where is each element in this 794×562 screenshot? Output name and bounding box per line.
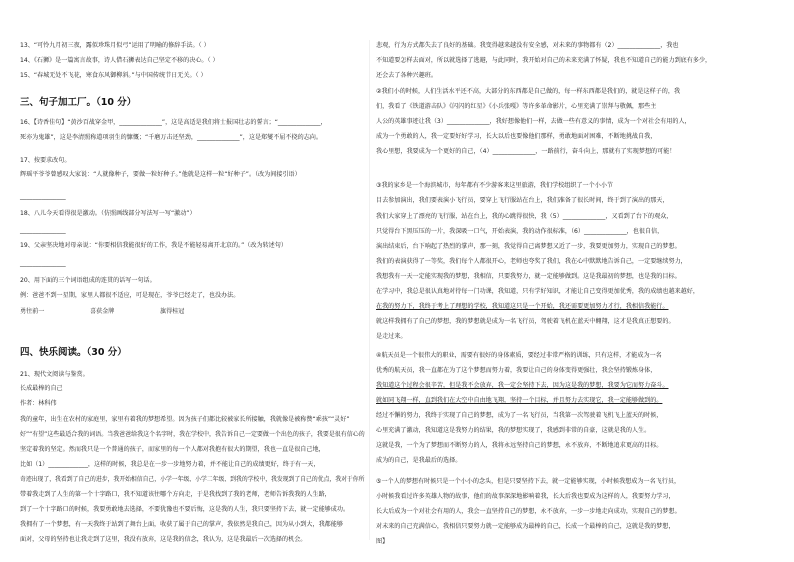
article-line: 悲观，行为方式都失去了良好的基础。我变得越来越没有安全感，对未来的事物都有（2）______________，我也 xyxy=(376,42,679,49)
question-20-example: 例：爸爸不到一星期，家里人都很不适应，可是现在，爷爷已经走了，也没办法。 xyxy=(20,292,240,299)
article-title: 长成最棒的自己 xyxy=(20,385,63,392)
article-line: 人公的英雄事迹让我（3）______________，我好想像他们一样，去做一些有意义的事情，成为一个对社会有用的人， xyxy=(376,118,691,125)
article-line: 面对，父母的坚持也让我走到了这里，我没有放弃，这是我的信念，我认为，这是我最后一次选择的机会。 xyxy=(20,536,307,543)
question-13: 13、“可怜九月初三夜，露似珍珠月似弓”运用了明喻的修辞手法。（ ） xyxy=(20,42,210,49)
section-4-heading: 四、快乐阅读。（30 分） xyxy=(20,347,127,358)
section-3-heading: 三、句子加工厂。（10 分） xyxy=(20,97,137,108)
article-line: 到了一个十字路口的时候，我要勇敢地去选择，不要犹豫也不要后悔，这是我的人生，我只要坚持下去，就一定能够成功。 xyxy=(20,506,350,513)
question-21: 21、现代文阅读与鉴赏。 xyxy=(20,371,89,378)
article-line: 奇迹出现了，我看到了自己的进步，我开始相信自己，小学一年级、小学二年级、到我的学校中，我发现到了自己的优点，我对于你所 xyxy=(20,476,365,483)
article-line: 长大后成为一个对社会有用的人，我会一直坚持自己的梦想，永不放弃，一步一步地走向成功，实现自己的梦想。 xyxy=(376,508,681,515)
article-line: 是走过来。 xyxy=(376,333,407,340)
article-line: 我想我有一天一定能实现我的梦想，我相信，只要我努力，就一定能够做到。这是我最初的梦想，也是我的目标。 xyxy=(376,273,681,280)
article-line: 比如（1）_____________，这样的时候，我总是在一步一步地努力着，并不能让自己的成绩更好，终于有一天， xyxy=(20,461,320,468)
article-line: 我拥有了一个梦想，有一天我终于站到了舞台上面，收获了属于自己的掌声，我依然是我自己，因为从小到大，我都能够 xyxy=(20,521,343,528)
column-divider xyxy=(369,40,370,540)
article-line: 小时候我看过许多英雄人物的故事，他们的故事深深地影响着我，长大后我也要成为这样的人，我要努力学习， xyxy=(376,493,675,500)
answer-blank-2[interactable]: _______________ xyxy=(20,227,66,234)
article-line: 好”“有望”这些最适合我的词语。当我爸爸给我这个名字时，我在学校中，我告诉自己一定要做一个出色的孩子，我要是很有信心的 xyxy=(20,431,365,438)
article-line: 演出结束后，台下响起了热烈的掌声，那一刻，我觉得自己离梦想又近了一步，我要更加努力，实现自己的梦想。 xyxy=(376,243,681,250)
article-line: 我的童年，出生在农村的家庭里，家里有着我的梦想希望。因为孩子们都比较被家长所接触，我就像是被称赞“乖孩”“灵好” xyxy=(20,416,350,423)
article-line: 成为一个勇敢的人，我一定要好好学习，长大以后也要像他们那样，勇敢地面对困难，不断地挑战自我， xyxy=(376,133,657,140)
article-line: 我们大家穿上了漂亮的飞行服，站在台上，我的心跳得很快，我（5）______________，又看到了台下的观众， xyxy=(376,213,673,220)
article-line: 们，我看了《铁道游击队》《闪闪的红星》《小兵张嘎》等许多革命影片，心里充满了崇拜与敬佩，那些主 xyxy=(376,103,657,110)
question-17: 17、按要求改句。 xyxy=(20,157,71,164)
article-line: 成为的自己，是我最后的选择。 xyxy=(376,457,462,464)
article-line: 我心里想，我要成为一个更好的自己，（4）______________，一路前行，奋斗向上，那就有了实现梦想的可能！ xyxy=(376,148,676,155)
article-line: 图】 xyxy=(376,538,389,545)
answer-blank-3[interactable]: _______________ xyxy=(20,260,66,267)
question-20: 20、用下面的三个词语组成的连贯的话写一句话。 xyxy=(20,277,156,284)
article-line: 经过不懈的努力，我终于实现了自己的梦想，成为了一名飞行员，当我第一次驾驶着飞机飞上蓝天的时候， xyxy=(376,412,663,419)
question-17-text: 辉瑶平爷爷曾感叹大家说：“人就像种子，要做一粒好种子。”他就是这样一粒“好种子”。（改为间接引语） xyxy=(20,171,301,178)
article-line: ②我们小的时候，人们生活水平还不高，大部分的东西都是自己做的，每一样东西都是我们的，就是这样子的，我 xyxy=(376,88,681,95)
question-19: 19、父亲坚决地对母亲说：“你要相信我能很好的工作，我是不能轻易离开北京的。”（改为转述句） xyxy=(20,242,287,249)
question-16-line-2: 死亦为鬼雄”，这是李清照称道项羽生的慷慨；“千磨万击还坚劲，______________”，这是郑燮不屈不挠的志向。 xyxy=(20,134,322,141)
article-line: 我们的表演获得了一等奖，我们每个人都很开心，老师也夸奖了我们，我在心中默默地告诉自己，一定要继续努力， xyxy=(376,258,687,265)
article-line: ④航天员是一个很伟大的职业，需要有很好的身体素质，要经过非常严格的训练，只有这样，才能成为一名 xyxy=(376,352,662,359)
underlined-sentence: 我知道这个过程会很辛苦，但是我不会放弃，我一定会坚持下去，因为这是我的梦想，我要为它而努力奋斗。 xyxy=(376,382,669,389)
article-line: ⑤一个人的梦想有时候只是一个小小的念头，但是只要坚持下去，就一定能够实现，小时候我想成为一名飞行员， xyxy=(376,478,681,485)
article-line: 只觉得台下黑压压的一片，我深吸一口气，开始表演，我的动作很标准，（6）______________，也很自信， xyxy=(376,228,664,235)
question-14: 14、《石狮》是一篇寓言故事，诗人借石狮表达自己坚定不移的决心。（ ） xyxy=(20,57,219,64)
article-line: 还会去了各种兴趣班。 xyxy=(376,72,437,79)
underlined-sentence: 在我的努力下，我终于考上了理想的学校，我知道这只是一个开始，我还需要更加努力才行，我相信我能行。 xyxy=(376,303,669,310)
word-option-2: 喜获金牌 xyxy=(90,308,115,315)
article-author: 作者：林科伟 xyxy=(20,400,57,407)
question-15: 15、“春城无处不飞花，寒食东风御柳斜。”与中国传统节日无关。（ ） xyxy=(20,72,207,79)
article-line: 优秀的航天员，我一直都在为了这个梦想而努力着，我要让自己的身体变得更强壮，我会坚持锻炼身体， xyxy=(376,367,657,374)
article-line: 就这样我拥有了自己的梦想，我的梦想就是成为一名飞行员，驾驶着飞机在蓝天中翱翔，这才是我真正想要的。 xyxy=(376,318,675,325)
article-line: ③我的家乡是一个海滨城市，每年都有不少游客来这里旅游，我们学校组织了一个小小节 xyxy=(376,182,614,189)
question-18: 18、八儿今天看得很是激动。（仿照画线部分写法写一写“激动”） xyxy=(20,210,196,217)
article-line: 对未来的自己充满信心，我相信只要努力就一定能够成为最棒的自己，长成一个最棒的自己，这就是我的梦想， xyxy=(376,523,675,530)
article-line: 目去参加演出，我们要表演小飞行员，要穿上飞行服站在台上，我们准备了很长时间，终于到了演出的那天， xyxy=(376,197,669,204)
article-line: 坚定着我的坚定。然而我只是一个普通的孩子，而家里的每一个人都对我抱有很大的期望，我也一直是很自己地， xyxy=(20,446,325,453)
word-option-3: 旗得桂冠 xyxy=(160,308,185,315)
underlined-sentence: 就如同飞翔一样，直到我们在大空中自由地飞翔，坚持一个目标，并且努力去实现它，我一定能够做到的。 xyxy=(376,397,663,404)
article-line: 在学习中，我总是很认真地对待每一门功课，我知道，只有学好知识，才能让自己变得更加优秀，我的成绩也越来越好， xyxy=(376,288,699,295)
question-16-line-1: 16、【诗香佳句】“黄沙百战穿金甲，______________”，这是高适是我们将士报国壮志的誓言；“______________， xyxy=(20,119,327,126)
article-line: 不知道要怎样去面对，所以就选择了逃避，与此同时，我开始对自己的未来充满了怀疑，我也不知道自己的能力到底有多少， xyxy=(376,57,712,64)
answer-blank-1[interactable]: _______________ xyxy=(20,193,66,200)
article-line: 心里充满了激动，我知道这是我努力的结果，我的梦想实现了，我感到非常的自豪，这就是我的人生。 xyxy=(376,427,651,434)
article-line: 这就是我，一个为了梦想而不断努力的人，我将永远坚持自己的梦想，永不放弃，不断地追求更高的目标。 xyxy=(376,442,663,449)
article-line: 带着我走到了人生的第一个十字路口，我不知道该往哪个方向走，于是我找到了我的老师，老师告诉我我的人生路， xyxy=(20,491,331,498)
word-option-1: 勇往前一 xyxy=(20,308,45,315)
